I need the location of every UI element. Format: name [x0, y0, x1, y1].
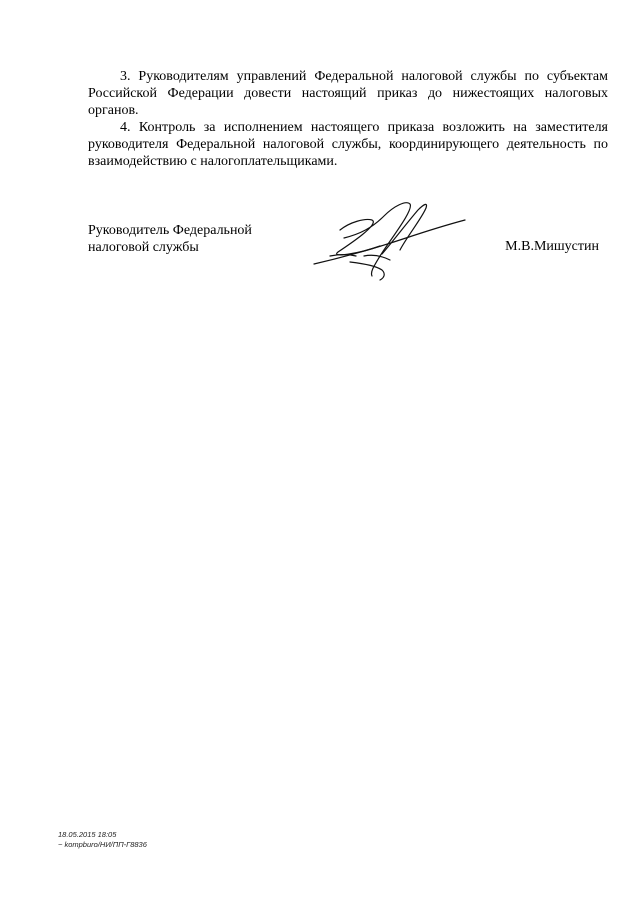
- footer-file-reference: ~ kompburo/HИ/ПП-Г8836: [58, 840, 147, 849]
- document-footer: [58, 830, 147, 850]
- signatory-title: [88, 222, 288, 256]
- signatory-name: М.В.Мишустин: [505, 239, 599, 254]
- footer-timestamp: 18.05.2015 18:05: [58, 830, 117, 839]
- signature-block: [88, 222, 608, 292]
- handwritten-signature: [310, 194, 470, 284]
- paragraph-4: 4. Контроль за исполнением настоящего приказа возложить на заместителя руководителя Федеральной налоговой службы, координирующего деятельность по взаимодействию с налогоплательщиками.: [88, 120, 608, 169]
- signatory-title-line-1: Руководитель Федеральной: [88, 223, 252, 238]
- signatory-title-line-2: налоговой службы: [88, 240, 199, 255]
- document-body: [88, 68, 608, 170]
- paragraph-3: 3. Руководителям управлений Федеральной налоговой службы по субъектам Российской Федерации довести настоящий приказ до нижестоящих налоговых органов.: [88, 69, 608, 118]
